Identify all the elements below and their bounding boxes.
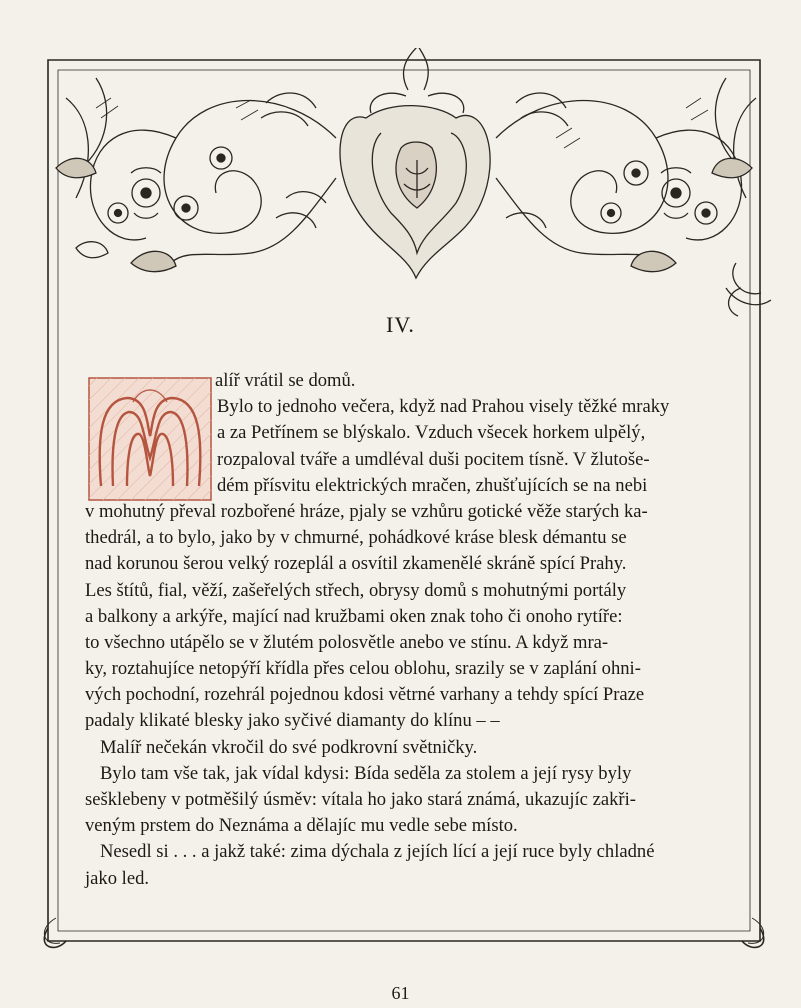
page-number: 61	[391, 983, 410, 1003]
text-line: Bylo tam vše tak, jak vídal kdysi: Bída seděla za stolem a její rysy byly	[100, 762, 632, 784]
text-line: Malíř nečekán vkročil do své podkrovní světničky.	[100, 736, 478, 758]
chapter-heading: IV.	[386, 312, 415, 337]
text-line: sešklebeny v potměšilý úsměv: vítala ho jako stará známá, ukazujíc zakři-	[85, 789, 636, 810]
text-line: dém přísvitu elektrických mračen, zhušťujících se na nebi	[217, 474, 648, 496]
text-line: Nesedl si . . . a jakž také: zima dýchala z jejích lící a její ruce byly chladné	[100, 841, 655, 863]
text-line: a balkony a arkýře, mající nad kružbami oken znak toho či onoho rytíře:	[85, 605, 623, 627]
text-line: alíř vrátil se domů.	[215, 370, 356, 391]
text-line: a za Petřínem se blýskalo. Vzduch všecek horkem ulpělý,	[217, 422, 646, 444]
body-text	[85, 368, 725, 892]
text-line: v mohutný převal rozbořené hráze, pjaly se vzhůru gotické věže starých ka-	[85, 500, 648, 522]
floral-ornament-band	[56, 48, 771, 316]
text-line: rozpaloval tváře a umdléval duši pocitem tísně. V žlutoše-	[217, 448, 650, 470]
text-line: thedrál, a to bylo, jako by v chmurné, pohádkové kráse blesk démantu se	[85, 527, 627, 549]
text-line: veným prstem do Neznáma a dělajíc mu vedle sebe místo.	[85, 815, 518, 837]
text-line: Les štítů, fial, věží, zašeřelých střech, obrysy domů s mohutnými portály	[85, 579, 627, 601]
text-line: Bylo to jednoho večera, když nad Prahou visely těžké mraky	[217, 396, 670, 418]
text-line: nad korunou šerou velký rozeplál a osvítil zkamenělé skráně spící Prahy.	[85, 553, 627, 575]
text-line: vých pochodní, rozehrál pojednou kdosi větrné varhany a tehdy spící Praze	[85, 684, 645, 706]
text-line: jako led.	[85, 867, 150, 889]
text-line: to všechno utápělo se v žlutém polosvětle anebo ve stínu. A když mra-	[85, 631, 609, 653]
text-line: padaly klikaté blesky jako syčivé diamanty do klínu – –	[85, 710, 500, 732]
text-line: ky, roztahujíce netopýří křídla přes celou oblohu, srazily se v zaplání ohni-	[85, 658, 641, 680]
